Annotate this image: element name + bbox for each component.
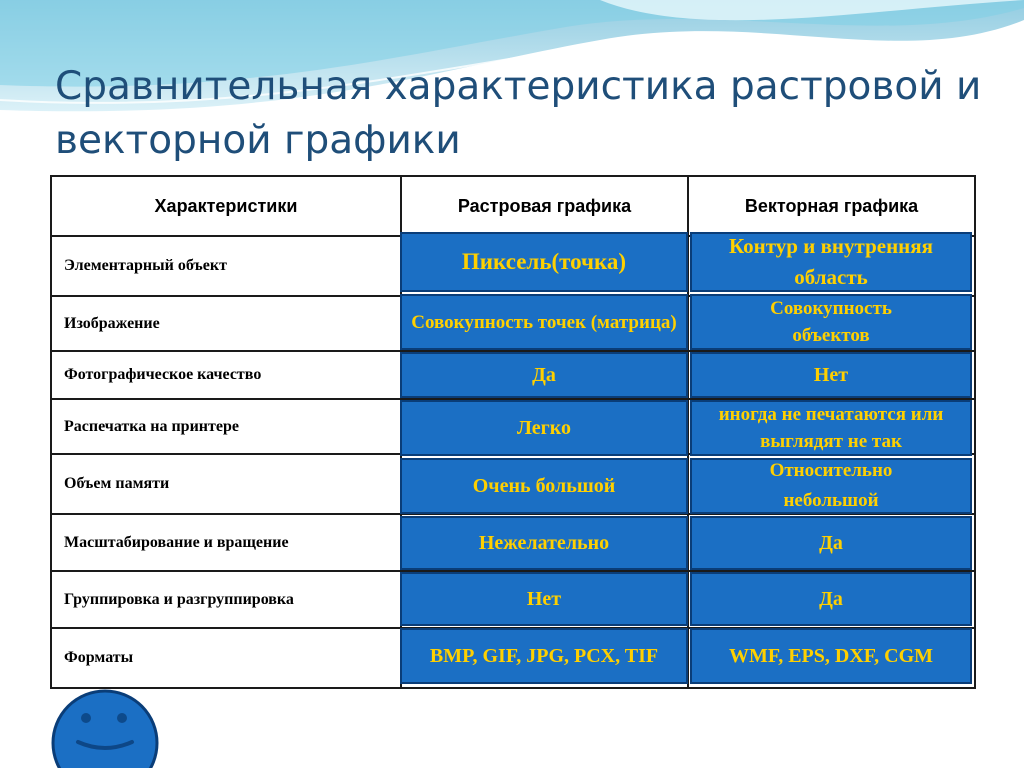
vector-cell[interactable]: Контур и внутренняя область <box>690 232 972 292</box>
raster-cell[interactable]: BMP, GIF, JPG, PCX, TIF <box>400 628 688 684</box>
raster-cell[interactable]: Совокупность точек (матрица) <box>400 294 688 350</box>
vector-cell[interactable]: Да <box>690 572 972 626</box>
vector-cell[interactable]: WMF, EPS, DXF, CGM <box>690 628 972 684</box>
table-header-row <box>51 176 975 236</box>
vector-cell[interactable]: иногда не печатаются или выглядят не так <box>690 400 972 456</box>
feature-label: Изображение <box>51 296 401 351</box>
vector-cell[interactable]: Нет <box>690 352 972 398</box>
smiley-face-icon[interactable] <box>50 688 160 768</box>
header-vector: Векторная графика <box>688 176 975 236</box>
raster-cell[interactable]: Легко <box>400 400 688 456</box>
feature-label: Объем памяти <box>51 454 401 514</box>
raster-cell[interactable]: Нет <box>400 572 688 626</box>
feature-label: Распечатка на принтере <box>51 399 401 454</box>
raster-cell[interactable]: Нежелательно <box>400 516 688 570</box>
vector-cell[interactable]: Относительно небольшой <box>690 458 972 514</box>
header-raster: Растровая графика <box>401 176 688 236</box>
raster-cell[interactable]: Да <box>400 352 688 398</box>
page-title: Сравнительная характеристика растровой и векторной графики <box>55 64 982 163</box>
header-characteristics: Характеристики <box>51 176 401 236</box>
feature-label: Элементарный объект <box>51 236 401 296</box>
raster-cell[interactable]: Пиксель(точка) <box>400 232 688 292</box>
raster-cell[interactable]: Очень большой <box>400 458 688 514</box>
feature-label: Группировка и разгруппировка <box>51 571 401 628</box>
feature-label: Масштабирование и вращение <box>51 514 401 571</box>
feature-label: Фотографическое качество <box>51 351 401 399</box>
feature-label: Форматы <box>51 628 401 688</box>
vector-cell[interactable]: Совокупность объектов <box>690 294 972 350</box>
vector-cell[interactable]: Да <box>690 516 972 570</box>
